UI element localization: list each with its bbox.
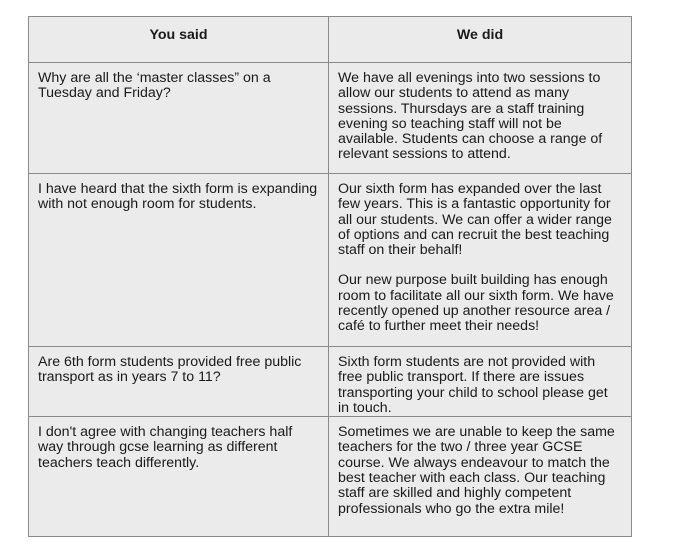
- table-row: [29, 174, 632, 347]
- you-said-cell: I have heard that the sixth form is expanding with not enough room for students.: [29, 174, 329, 347]
- we-did-paragraph: Our sixth form has expanded over the last few years. This is a fantastic opportunity for all our students. We can offer a wider range of options and can recruit the best teaching staff on their behalf!: [338, 181, 612, 259]
- feedback-table: [28, 16, 632, 537]
- you-said-cell: I don't agree with changing teachers half way through gcse learning as different teachers teach differently.: [29, 417, 329, 537]
- we-did-paragraph: Sixth form students are not provided with free public transport. If there are issues transporting your child to school please get in touch.: [338, 354, 608, 416]
- you-said-cell: Why are all the ‘master classes” on a Tuesday and Friday?: [29, 63, 329, 174]
- header-we-did: We did: [329, 17, 632, 63]
- header-row: [29, 17, 632, 63]
- we-did-cell: [329, 417, 632, 537]
- you-said-cell: Are 6th form students provided free public transport as in years 7 to 11?: [29, 347, 329, 417]
- we-did-paragraph: Our new purpose built building has enough room to facilitate all our sixth form. We have recently opened up another resource area / café to further meet their needs!: [338, 272, 614, 335]
- table-row: [29, 63, 632, 174]
- we-did-cell: [329, 347, 632, 417]
- we-did-paragraph: Sometimes we are unable to keep the same teachers for the two / three year GCSE course. We always endeavour to match the best teacher with each class. Our teaching staff are skilled and highly competent professionals who go the extra mile!: [338, 424, 615, 517]
- table-row: [29, 417, 632, 537]
- we-did-cell: [329, 174, 632, 347]
- header-you-said: You said: [29, 17, 329, 63]
- table-row: [29, 347, 632, 417]
- we-did-cell: [329, 63, 632, 174]
- we-did-paragraph: We have all evenings into two sessions to allow our students to attend as many sessions. Thursdays are a staff training evening so teaching staff will not be available. Students can choose a range of relevant sessions to attend.: [338, 70, 603, 163]
